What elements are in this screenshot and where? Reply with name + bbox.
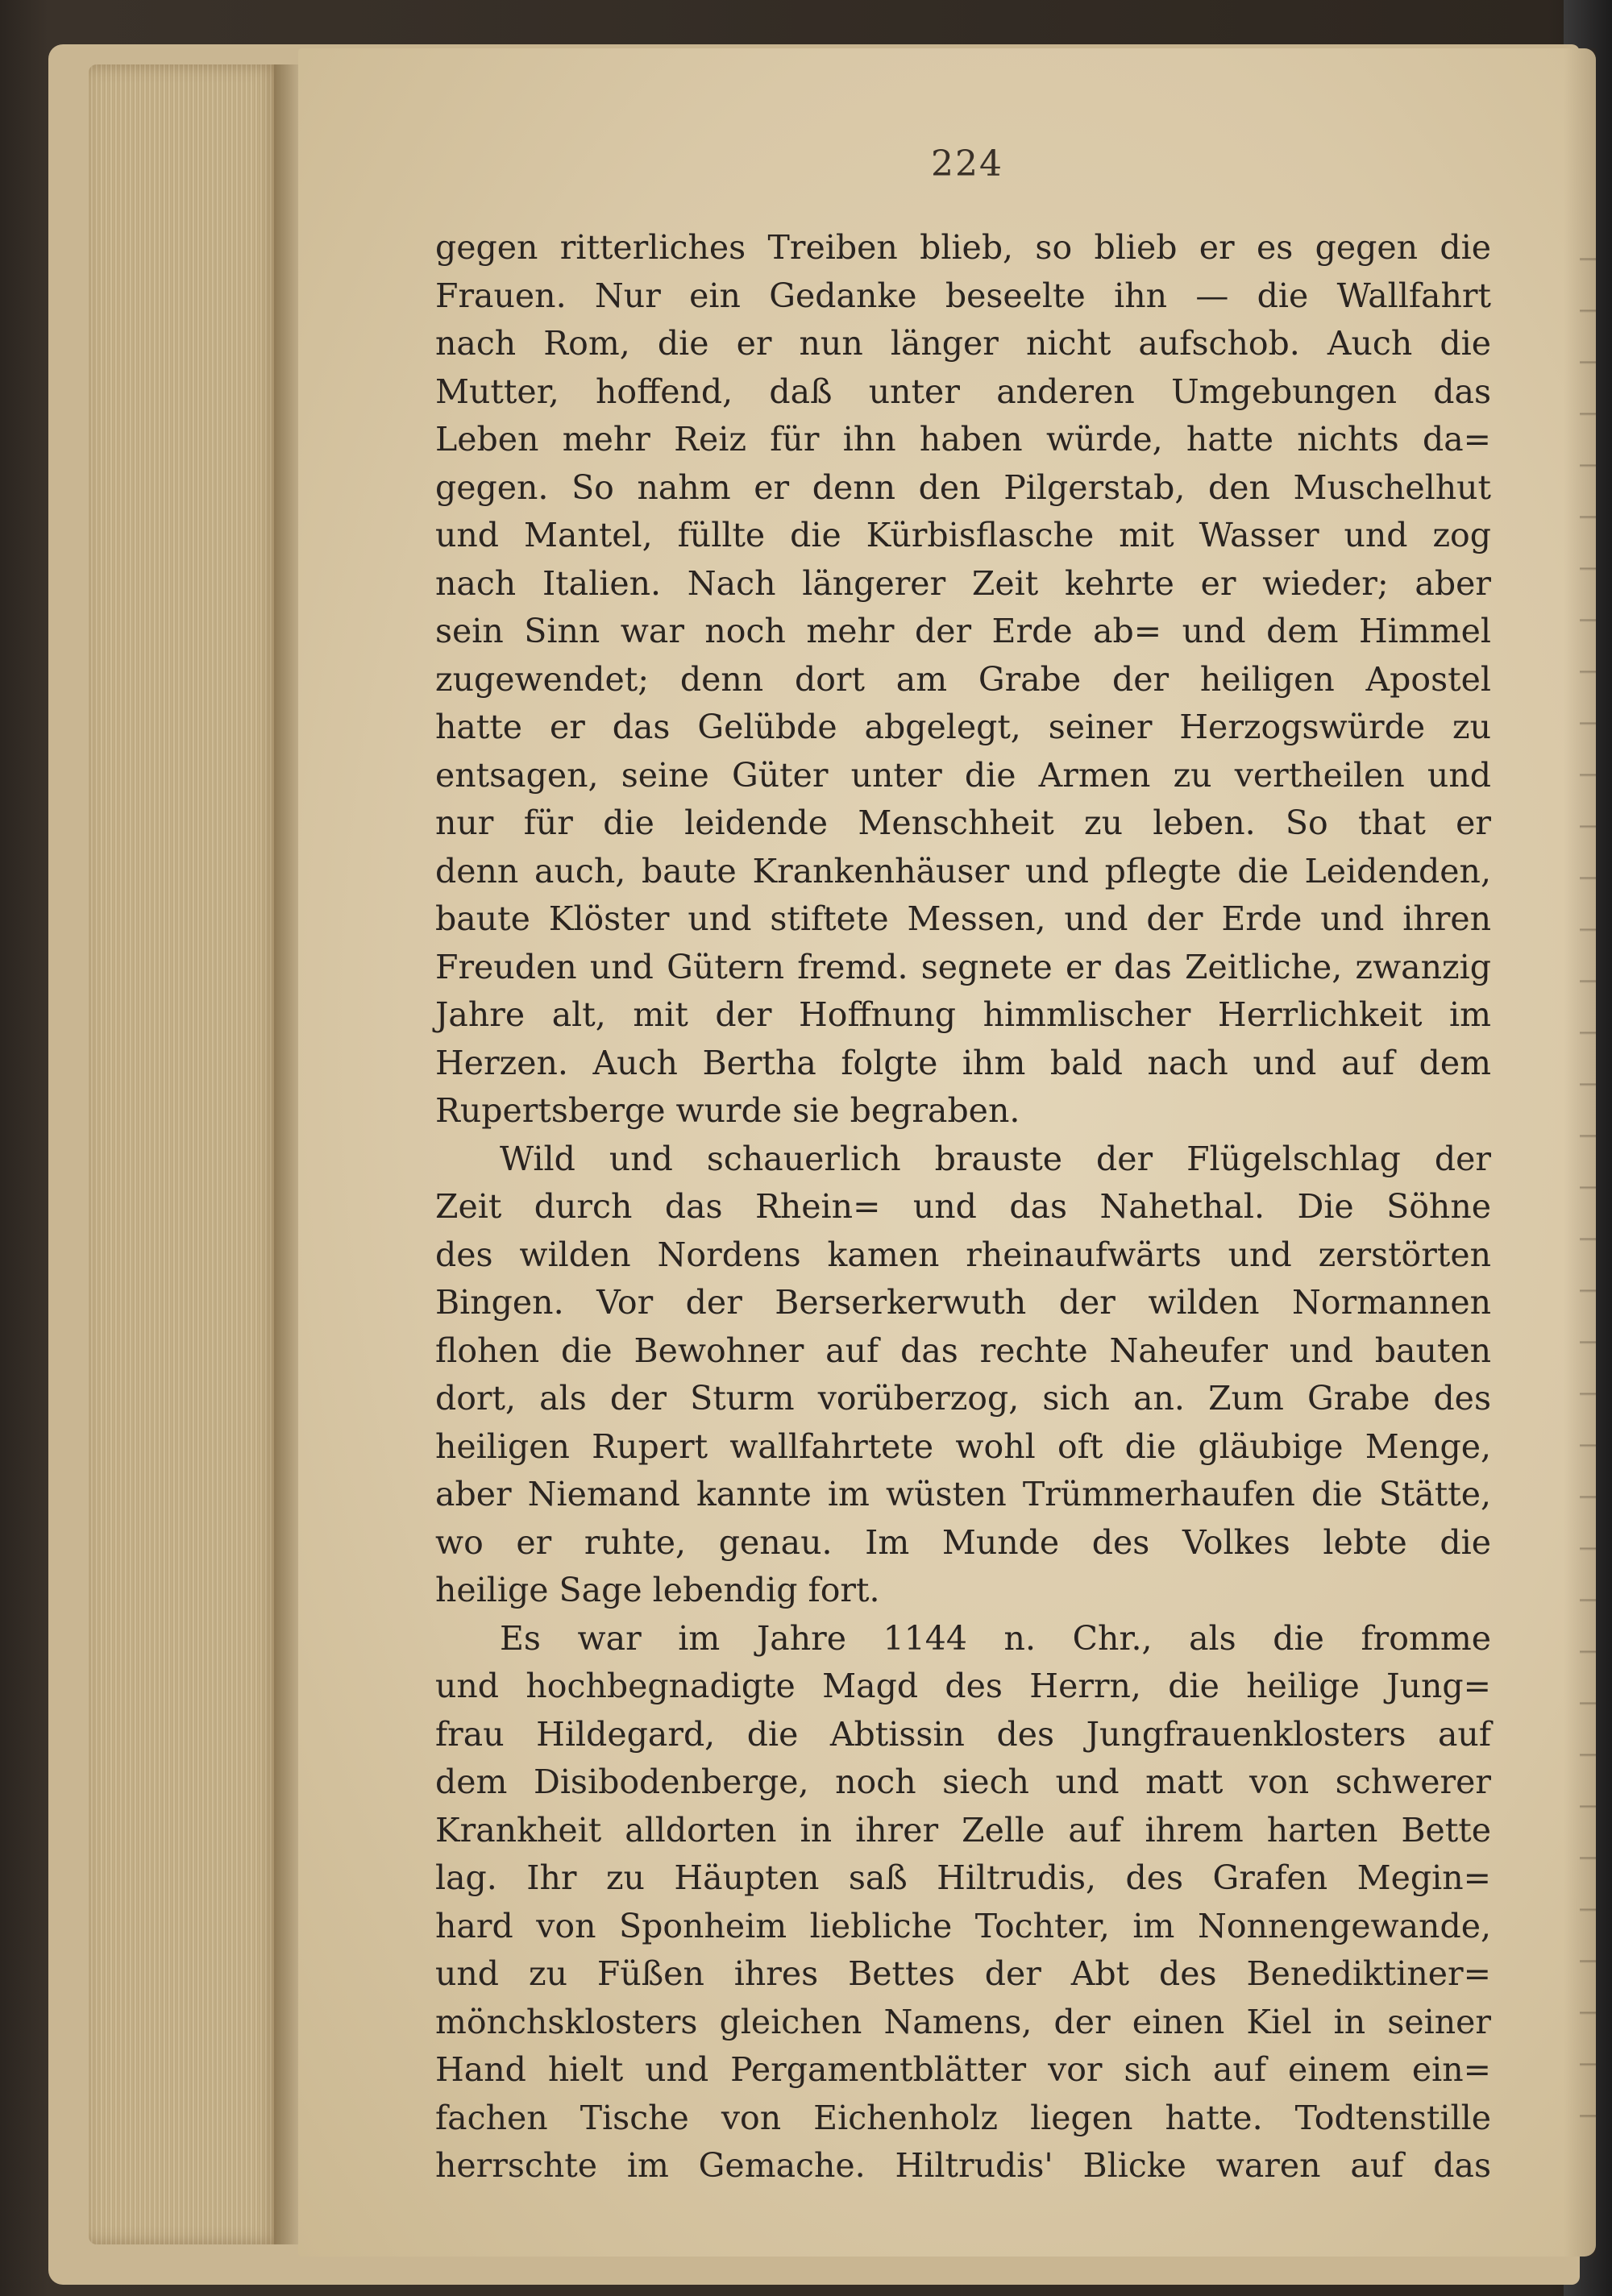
page-text <box>435 224 1491 2190</box>
text-line: mönchsklosters gleichen Namens, der einen Kiel in seiner <box>435 2002 1491 2041</box>
text-line: Bingen. Vor der Berserkerwuth der wilden Normannen <box>435 1283 1491 1322</box>
text-line: baute Klöster und stiftete Messen, und der Erde und ihren <box>435 899 1491 938</box>
text-line: Mutter, hoffend, daß unter anderen Umgebungen das <box>435 372 1491 411</box>
text-line: Herzen. Auch Bertha folgte ihm bald nach und auf dem <box>435 1043 1491 1082</box>
text-line: dort, als der Sturm vorüberzog, sich an. Zum Grabe des <box>435 1379 1491 1418</box>
text-line: denn auch, baute Krankenhäuser und pflegte die Leidenden, <box>435 851 1491 891</box>
text-line: zugewendet; denn dort am Grabe der heiligen Apostel <box>435 659 1491 699</box>
text-line: Zeit durch das Rhein= und das Nahethal. Die Söhne <box>435 1187 1491 1226</box>
text-line: nach Italien. Nach längerer Zeit kehrte er wieder; aber <box>435 563 1491 603</box>
text-line: heiligen Rupert wallfahrtete wohl oft die gläubige Menge, <box>435 1426 1491 1466</box>
text-line: nach Rom, die er nun länger nicht aufschob. Auch die <box>435 324 1491 363</box>
text-line: Krankheit alldorten in ihrer Zelle auf ihrem harten Bette <box>435 1810 1491 1850</box>
text-line: Jahre alt, mit der Hoffnung himmlischer Herrlichkeit im <box>435 995 1491 1034</box>
text-line: fachen Tische von Eichenholz liegen hatte. Todtenstille <box>435 2098 1491 2137</box>
text-line: frau Hildegard, die Abtissin des Jungfrauenklosters auf <box>435 1714 1491 1754</box>
text-line: entsagen, seine Güter unter die Armen zu vertheilen und <box>435 755 1491 795</box>
text-line: und Mantel, füllte die Kürbisflasche mit Wasser und zog <box>435 516 1491 554</box>
text-line: Leben mehr Reiz für ihn haben würde, hatte nichts da= <box>435 420 1491 459</box>
text-line: Hand hielt und Pergamentblätter vor sich auf einem ein= <box>435 2050 1491 2089</box>
text-line: des wilden Nordens kamen rheinaufwärts und zerstörten <box>435 1235 1491 1274</box>
text-line: gegen. So nahm er denn den Pilgerstab, den Muschelhut <box>435 467 1491 507</box>
text-line: Freuden und Gütern fremd. segnete er das Zeitliche, zwanzig <box>435 947 1491 986</box>
text-line: wo er ruhte, genau. Im Munde des Volkes lebte die <box>435 1522 1491 1562</box>
text-line: Es war im Jahre 1144 n. Chr., als die fromme <box>500 1618 1491 1658</box>
text-line: aber Niemand kannte im wüsten Trümmerhaufen die Stätte, <box>435 1475 1491 1513</box>
text-line: heilige Sage lebendig fort. <box>435 1571 880 1609</box>
text-line: und hochbegnadigte Magd des Herrn, die heilige Jung= <box>435 1667 1491 1705</box>
text-line: hatte er das Gelübde abgelegt, seiner Herzogswürde zu <box>435 708 1491 746</box>
page-number: 224 <box>931 143 1003 185</box>
text-line: dem Disibodenberge, noch siech und matt von schwerer <box>435 1762 1491 1801</box>
text-line: lag. Ihr zu Häupten saß Hiltrudis, des Grafen Megin= <box>435 1858 1491 1897</box>
text-line: gegen ritterliches Treiben blieb, so blieb er es gegen die <box>435 228 1491 267</box>
text-line: und zu Füßen ihres Bettes der Abt des Benediktiner= <box>435 1954 1491 1993</box>
text-line: sein Sinn war noch mehr der Erde ab= und dem Himmel <box>435 612 1491 650</box>
text-line: Frauen. Nur ein Gedanke beseelte ihn — die Wallfahrt <box>435 276 1491 315</box>
text-line: nur für die leidende Menschheit zu leben. So that er <box>435 803 1491 842</box>
text-line: hard von Sponheim liebliche Tochter, im Nonnengewande, <box>435 1906 1491 1945</box>
text-line: Wild und schauerlich brauste der Flügelschlag der <box>500 1139 1491 1178</box>
text-line: flohen die Bewohner auf das rechte Naheufer und bauten <box>435 1331 1491 1370</box>
text-line: herrschte im Gemache. Hiltrudis' Blicke waren auf das <box>435 2146 1491 2185</box>
page-stack <box>89 64 278 2244</box>
text-line: Rupertsberge wurde sie begraben. <box>435 1091 1020 1130</box>
page-edge-shadow <box>1580 210 1596 2144</box>
